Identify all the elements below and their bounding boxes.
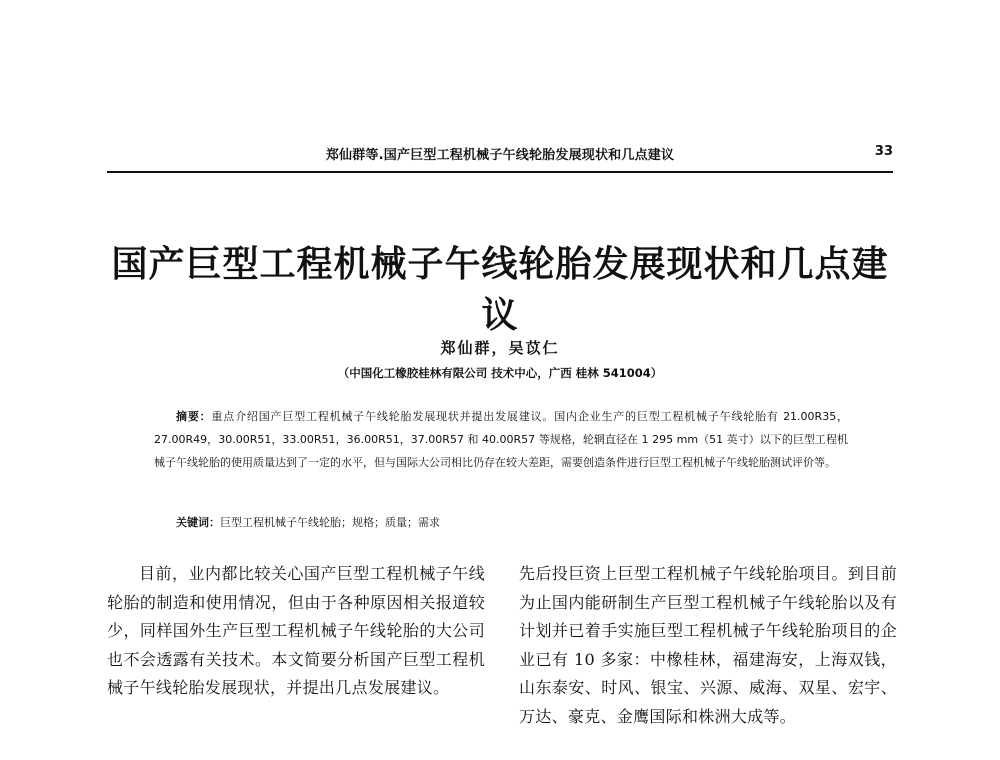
body-right-column: 先后投巨资上巨型工程机械子午线轮胎项目。到目前为止国内能研制生产巨型工程机械子午线轮胎以及有计划并已着手实施巨型工程机械子午线轮胎项目的企业已有 10 多家：中橡桂林，福建海安，上海双钱，山东泰安、时风、银宝、兴源、威海、双星、宏宇、万达、豪克、金鹰国际和株洲大成等。	[519, 564, 897, 726]
header-rule	[107, 171, 893, 173]
keywords-text: 巨型工程机械子午线轮胎；规格；质量；需求	[220, 516, 440, 529]
keywords-label: 关键词：	[176, 516, 220, 529]
body-left-column: 目前，业内都比较关心国产巨型工程机械子午线轮胎的制造和使用情况，但由于各种原因相关报道较少，同样国外生产巨型工程机械子午线轮胎的大公司也不会透露有关技术。本文简要分析国产巨型工程机械子午线轮胎发展现状，并提出几点发展建议。	[107, 564, 485, 697]
abstract-label: 摘要：	[176, 410, 212, 423]
abstract-text: 重点介绍国产巨型工程机械子午线轮胎发展现状并提出发展建议。国内企业生产的巨型工程机械子午线轮胎有 21.00R35，27.00R49，30.00R51，33.00R51，36.00R51，37.00R57 和 40.00R57 等规格，轮辋直径在 1 295 mm（51 英寸）以下的巨型工程机械子午线轮胎的使用质量达到了一定的水平，但与国际大公司相比仍存在较大差距，需要创造条件进行巨型工程机械子午线轮胎测试评价等。	[154, 410, 849, 469]
running-head	[107, 144, 893, 166]
abstract	[154, 405, 848, 474]
authors: 郑仙群，吴苡仁	[440, 339, 560, 357]
page-number: 33	[874, 144, 893, 159]
article-title: 国产巨型工程机械子午线轮胎发展现状和几点建议	[111, 244, 889, 336]
running-head-title: 郑仙群等.国产巨型工程机械子午线轮胎发展现状和几点建议	[325, 148, 675, 163]
keywords	[154, 511, 848, 534]
affiliation: （中国化工橡胶桂林有限公司 技术中心，广西 桂林 541004）	[337, 366, 663, 380]
